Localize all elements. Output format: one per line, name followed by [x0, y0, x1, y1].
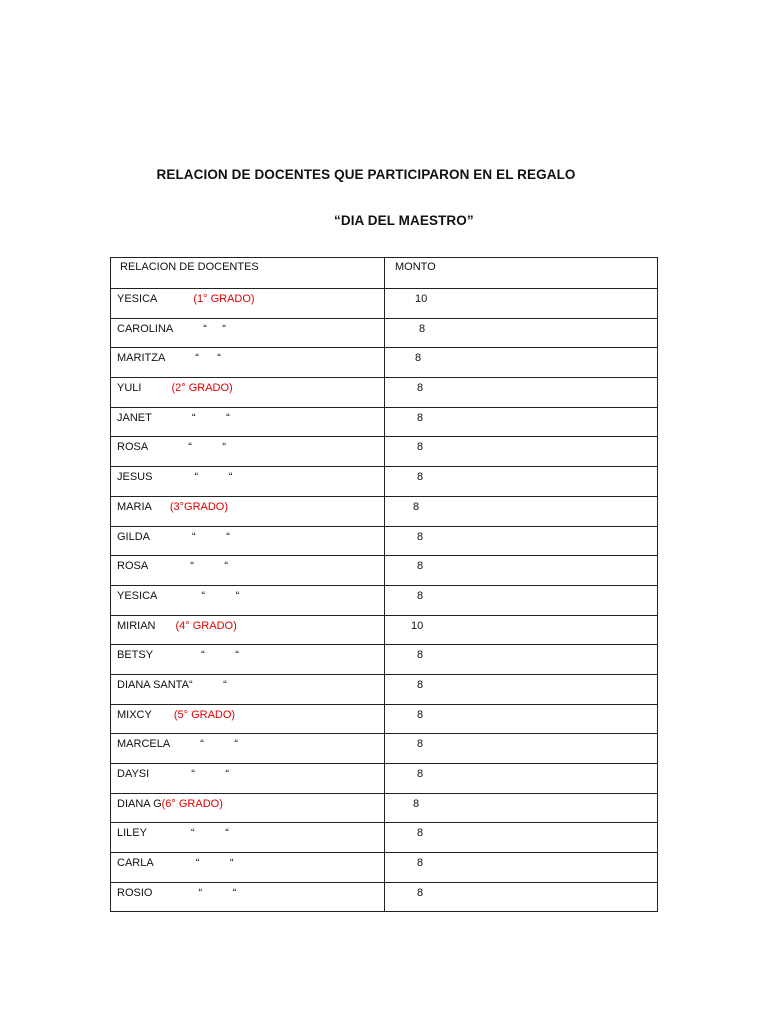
amount-cell	[385, 674, 658, 704]
teachers-table	[110, 257, 658, 912]
ditto-marks: “ “	[192, 530, 230, 543]
table-row	[111, 734, 658, 764]
teacher-cell	[111, 348, 385, 378]
teacher-cell	[111, 318, 385, 348]
ditto-marks: “ “	[194, 471, 233, 484]
teacher-name: CARLA	[117, 857, 154, 870]
amount-value: 8	[417, 678, 424, 691]
ditto-marks: “ “	[195, 857, 234, 870]
amount-cell	[385, 823, 658, 853]
teacher-name: BETSY	[117, 649, 154, 662]
table-row	[111, 882, 658, 912]
amount-value: 10	[411, 619, 424, 632]
table-row	[111, 318, 658, 348]
teacher-cell	[111, 882, 385, 912]
teacher-cell	[111, 853, 385, 883]
teacher-cell	[111, 764, 385, 794]
amount-cell	[385, 318, 658, 348]
amount-value: 8	[415, 352, 422, 365]
grade-label: (4° GRADO)	[175, 619, 237, 632]
amount-value: 8	[417, 708, 424, 721]
ditto-marks: “ “	[190, 560, 229, 573]
grade-label: (5° GRADO)	[173, 708, 236, 721]
teacher-name: DIANA G	[117, 797, 162, 810]
table-row	[111, 526, 658, 556]
teacher-name: YESICA	[117, 589, 158, 602]
grade-label: (2° GRADO)	[171, 382, 233, 395]
table-row	[111, 496, 658, 526]
table-row	[111, 853, 658, 883]
table-row	[111, 615, 658, 645]
amount-cell	[385, 437, 658, 467]
ditto-marks: “ “	[191, 411, 230, 424]
ditto-marks: “ “	[200, 738, 239, 751]
ditto-marks: “ “	[190, 827, 229, 840]
amount-cell	[385, 467, 658, 497]
amount-cell	[385, 615, 658, 645]
teacher-cell	[111, 615, 385, 645]
teacher-cell	[111, 526, 385, 556]
table-row	[111, 437, 658, 467]
amount-value: 8	[417, 768, 424, 780]
teacher-cell	[111, 704, 385, 734]
teacher-cell	[111, 407, 385, 437]
amount-cell	[385, 289, 658, 319]
teacher-name: LILEY	[117, 827, 147, 840]
amount-value: 8	[417, 738, 424, 751]
ditto-marks: “ “	[201, 589, 240, 602]
table-row	[111, 585, 658, 615]
amount-value: 8	[417, 649, 424, 662]
table-row	[111, 378, 658, 408]
amount-cell	[385, 704, 658, 734]
table-row	[111, 793, 658, 823]
teacher-name: YULI	[117, 382, 142, 395]
amount-cell	[385, 526, 658, 556]
amount-value: 8	[417, 886, 424, 899]
teacher-cell	[111, 378, 385, 408]
ditto-marks: “ “	[188, 441, 227, 454]
ditto-marks: “ “	[203, 322, 226, 335]
amount-value: 8	[417, 441, 424, 454]
amount-cell	[385, 585, 658, 615]
amount-cell	[385, 764, 658, 794]
teacher-name: YESICA	[117, 293, 158, 305]
teacher-name: MARIA	[117, 500, 152, 513]
table-row	[111, 407, 658, 437]
teacher-cell	[111, 823, 385, 853]
ditto-marks: “ “	[195, 352, 221, 365]
teacher-cell	[111, 793, 385, 823]
teacher-cell	[111, 496, 385, 526]
document-subtitle: “DIA DEL MAESTRO”	[334, 213, 474, 228]
amount-cell	[385, 348, 658, 378]
teacher-cell	[111, 674, 385, 704]
teacher-name: ROSIO	[117, 886, 153, 899]
amount-value: 8	[417, 560, 424, 573]
table-row	[111, 289, 658, 319]
amount-cell	[385, 882, 658, 912]
teacher-cell	[111, 734, 385, 764]
table-header-row	[111, 258, 658, 289]
amount-cell	[385, 793, 658, 823]
teacher-name: MARCELA	[117, 738, 171, 751]
amount-cell	[385, 556, 658, 586]
table-row	[111, 348, 658, 378]
table-row	[111, 674, 658, 704]
amount-value: 8	[417, 827, 424, 840]
amount-value: 8	[417, 382, 424, 395]
teacher-name: MIXCY	[117, 708, 152, 721]
amount-value: 10	[415, 293, 428, 305]
ditto-marks: “ “	[191, 768, 230, 780]
amount-value: 8	[417, 857, 424, 870]
document-title: RELACION DE DOCENTES QUE PARTICIPARON EN EL REGALO	[156, 167, 576, 182]
header-teachers: RELACION DE DOCENTES	[111, 258, 385, 289]
amount-cell	[385, 496, 658, 526]
amount-value: 8	[413, 797, 420, 810]
ditto-marks: “ “	[198, 886, 237, 899]
amount-value: 8	[417, 530, 424, 543]
teacher-cell	[111, 467, 385, 497]
amount-value: 8	[413, 500, 420, 513]
amount-cell	[385, 734, 658, 764]
teacher-cell	[111, 585, 385, 615]
grade-label: (6° GRADO)	[161, 797, 223, 810]
table-row	[111, 823, 658, 853]
teacher-name: MIRIAN	[117, 619, 156, 632]
teacher-name: JANET	[117, 411, 152, 424]
table-row	[111, 467, 658, 497]
teacher-name: ROSA	[117, 560, 149, 573]
teacher-name: DAYSI	[117, 768, 150, 780]
teacher-cell	[111, 437, 385, 467]
teacher-name: GILDA	[117, 530, 151, 543]
teacher-name: CAROLINA	[117, 322, 174, 335]
teacher-name: JESUS	[117, 471, 153, 484]
teacher-cell	[111, 645, 385, 675]
amount-cell	[385, 407, 658, 437]
ditto-marks: “ “	[188, 678, 227, 691]
teacher-name: DIANA SANTA	[117, 678, 189, 691]
amount-value: 8	[417, 471, 424, 484]
grade-label: (3°GRADO)	[169, 500, 229, 513]
teacher-cell	[111, 289, 385, 319]
amount-value: 8	[417, 589, 424, 602]
table-row	[111, 556, 658, 586]
table-row	[111, 764, 658, 794]
amount-cell	[385, 378, 658, 408]
table-row	[111, 645, 658, 675]
amount-value: 8	[417, 411, 424, 424]
teacher-cell	[111, 556, 385, 586]
header-amount: MONTO	[385, 258, 658, 289]
teacher-name: MARITZA	[117, 352, 166, 365]
grade-label: (1° GRADO)	[193, 293, 255, 305]
amount-cell	[385, 853, 658, 883]
amount-value: 8	[419, 322, 426, 335]
ditto-marks: “ “	[201, 649, 239, 662]
amount-cell	[385, 645, 658, 675]
table-row	[111, 704, 658, 734]
teacher-name: ROSA	[117, 441, 149, 454]
